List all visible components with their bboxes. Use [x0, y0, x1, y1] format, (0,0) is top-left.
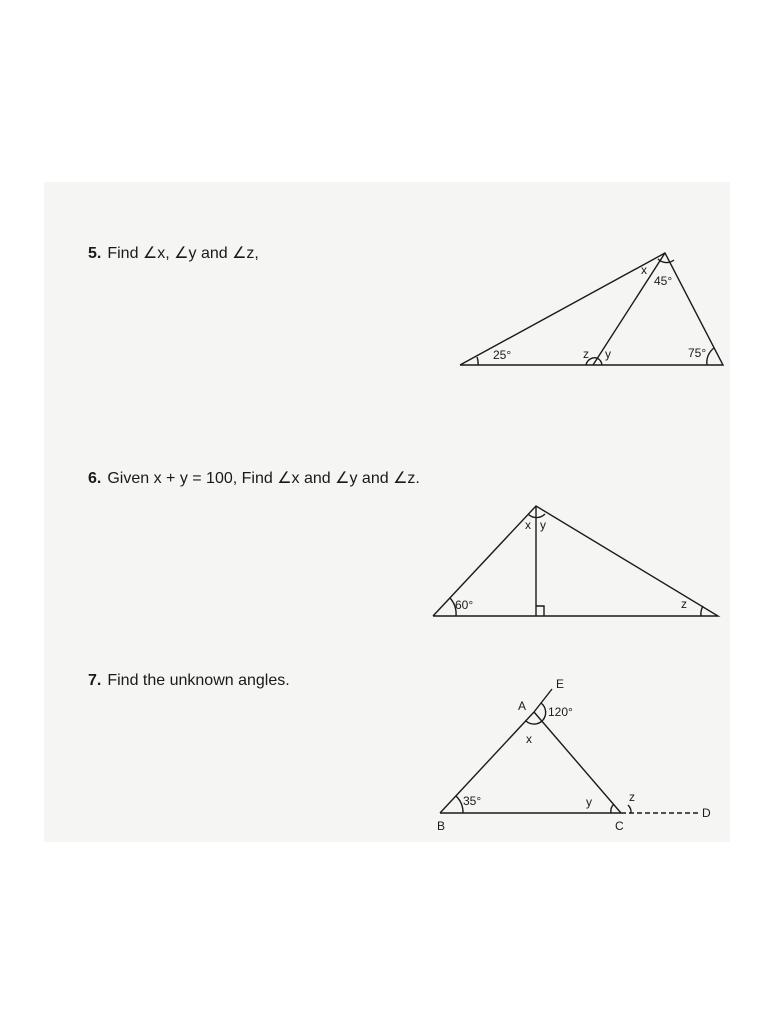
question-6: [88, 468, 420, 488]
angle-label-45: 45°: [654, 274, 673, 288]
angle-label-35: 35°: [463, 794, 482, 808]
question-number: 7.: [88, 672, 102, 689]
angle-arc-A: [526, 720, 543, 724]
angle-label-25: 25°: [493, 348, 512, 362]
angle-label-60: 60°: [455, 598, 474, 612]
question-text: Given x + y = 100, Find ∠x and ∠y and ∠z.: [107, 470, 420, 487]
question-5: [88, 243, 259, 263]
angle-label-z: z: [583, 347, 589, 361]
question-text: Find the unknown angles.: [107, 672, 290, 689]
question-number: 6.: [88, 470, 102, 487]
vertex-label-C: C: [615, 819, 624, 833]
angle-arc-25: [477, 357, 478, 365]
angle-label-z: z: [681, 597, 687, 611]
angle-arc-z: [701, 606, 703, 616]
angle-label-120: 120°: [548, 705, 573, 719]
angle-label-z: z: [629, 790, 635, 804]
angle-label-x: x: [525, 518, 531, 532]
outer-triangle: [433, 506, 718, 616]
question-5-triangle-figure: [455, 245, 730, 375]
angle-arc-120: [541, 703, 546, 720]
angle-arc-75: [707, 348, 714, 365]
question-text: Find ∠x, ∠y and ∠z,: [107, 245, 259, 262]
angle-label-y: y: [605, 347, 611, 361]
side-BA: [440, 712, 534, 813]
angle-arc-z: [628, 805, 631, 813]
question-number: 5.: [88, 245, 102, 262]
angle-label-75: 75°: [688, 346, 707, 360]
angle-label-y: y: [540, 518, 546, 532]
vertex-label-B: B: [437, 819, 446, 833]
vertex-label-E: E: [556, 677, 565, 691]
question-7-triangle-figure: [430, 672, 720, 832]
angle-arc-35: [456, 796, 463, 813]
angle-label-y: y: [586, 795, 592, 809]
vertex-label-D: D: [702, 806, 711, 820]
question-6-triangle-figure: [425, 498, 725, 623]
cevian-line: [593, 253, 665, 365]
vertex-label-A: A: [518, 699, 527, 713]
angle-arc-y: [611, 804, 614, 813]
right-angle-marker: [536, 606, 544, 616]
angle-label-x: x: [641, 263, 647, 277]
angle-label-x: x: [526, 732, 532, 746]
side-AC: [534, 712, 621, 813]
question-7: [88, 672, 290, 690]
